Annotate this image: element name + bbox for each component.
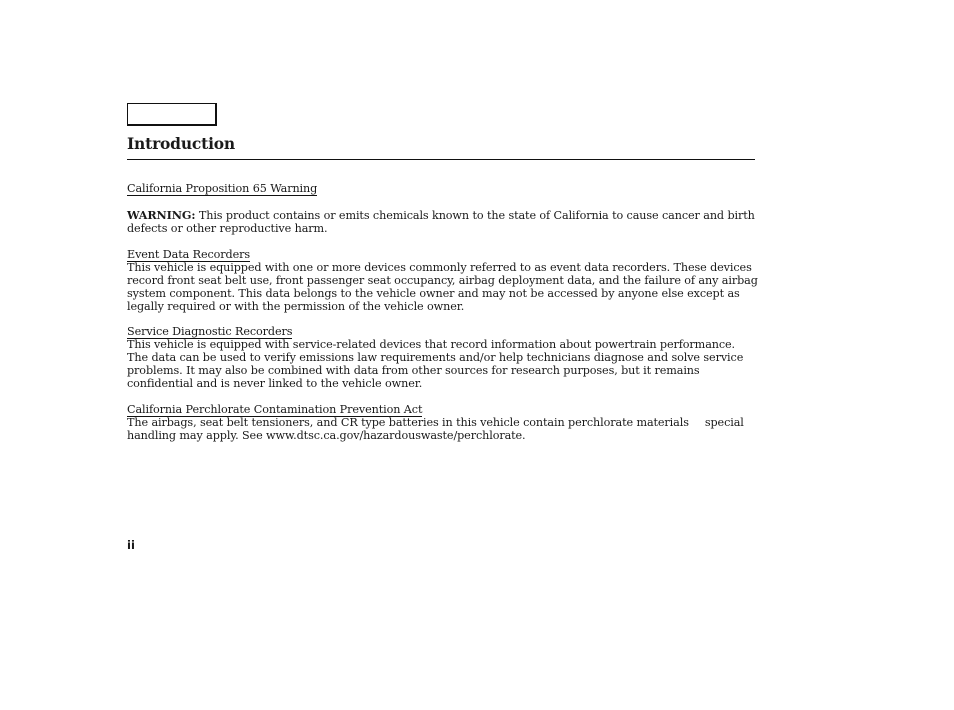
section-heading-service-diagnostic: Service Diagnostic Recorders: [127, 325, 293, 339]
prop65-warning-text: [127, 209, 759, 236]
section-perchlorate: [127, 404, 759, 443]
perchlorate-body: [127, 417, 759, 443]
perchlorate-text-part1: The airbags, seat belt tensioners, and CR type batteries in this vehicle contain perchlorate materials: [127, 416, 689, 430]
prop65-body: This product contains or emits chemicals known to the state of California to cause cancer and birth defects or other reproductive harm.: [127, 209, 755, 235]
section-service-diagnostic: [127, 326, 759, 391]
warning-label: WARNING:: [127, 208, 196, 222]
section-event-data-recorders: [127, 249, 759, 314]
page-title: Introduction: [127, 134, 235, 153]
section-heading-perchlorate: California Perchlorate Contamination Prevention Act: [127, 403, 423, 417]
section-heading-prop65: California Proposition 65 Warning: [127, 182, 318, 195]
event-data-body: This vehicle is equipped with one or more devices commonly referred to as event data recorders. These devices record front seat belt use, front passenger seat occupancy, airbag deployment data, and the failure of any airbag system component. This data belongs to the vehicle owner and may not be accessed by anyone else except as legally required or with the permission of the vehicle owner.: [127, 260, 758, 313]
title-divider: [127, 159, 755, 160]
page-content: [127, 183, 759, 456]
section-heading-event-data: Event Data Recorders: [127, 247, 250, 261]
section-prop65: [127, 183, 759, 236]
service-diagnostic-body: This vehicle is equipped with service-related devices that record information about powertrain performance. The data can be used to verify emissions law requirements and/or help technicians diagnose and solve service problems. It may also be combined with data from other sources for research purposes, but it remains confidential and is never linked to the vehicle owner.: [127, 338, 744, 391]
section-nav-box: [127, 103, 217, 126]
perchlorate-text-part2: special handling may apply. See www.dtsc.ca.gov/hazardouswaste/perchlorate.: [127, 416, 744, 442]
page-number: ii: [127, 538, 135, 552]
